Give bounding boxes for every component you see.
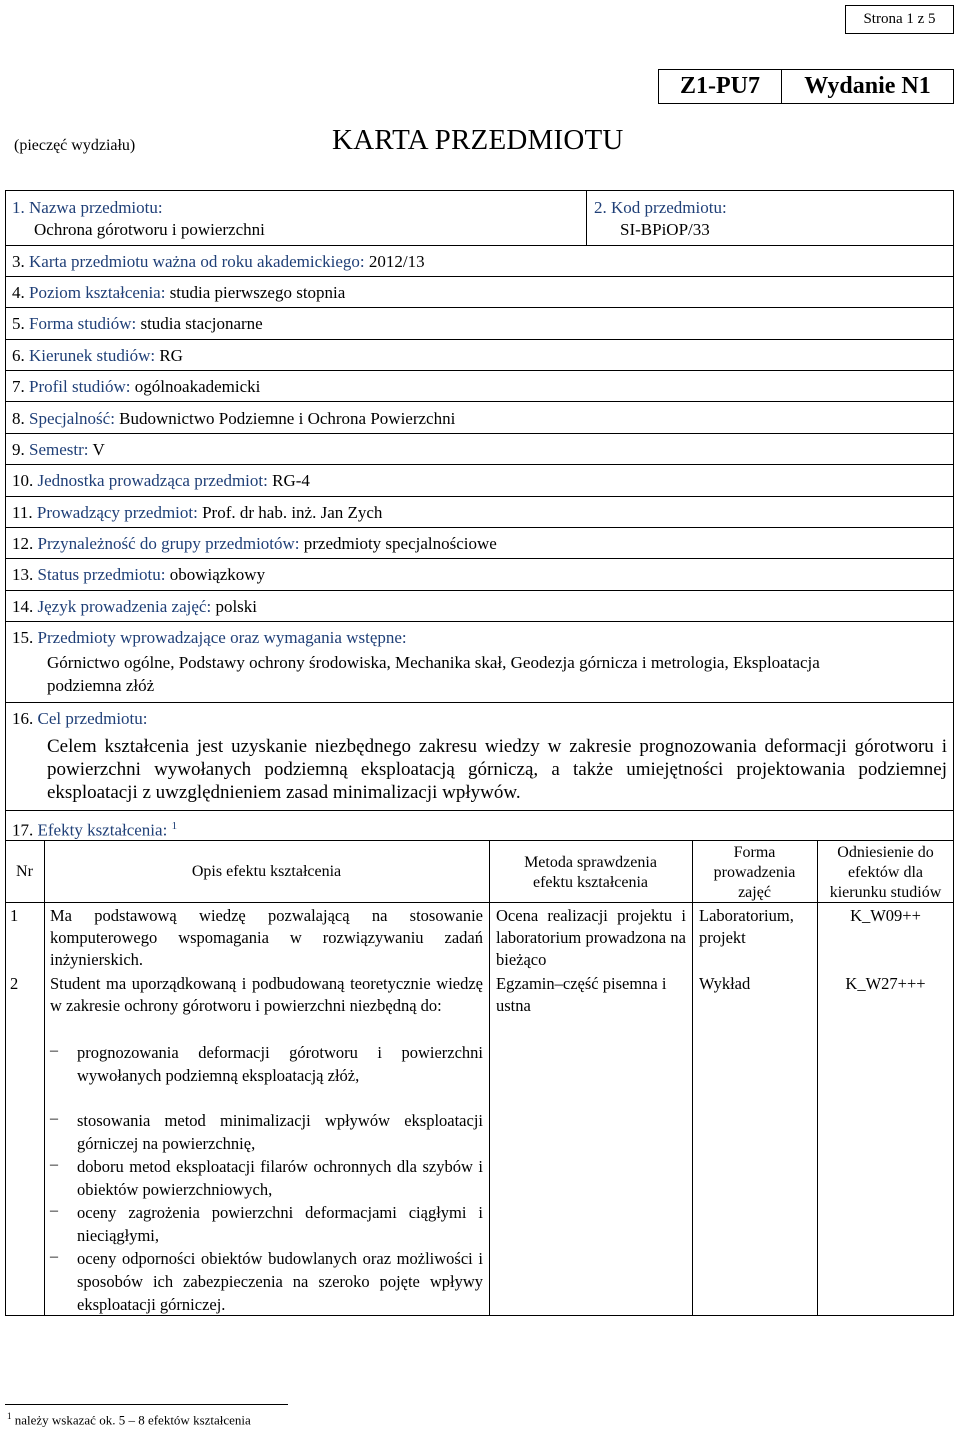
- field-number: 5.: [12, 314, 25, 333]
- divider: [5, 464, 954, 465]
- prerequisites-line-2: podziemna złóż: [47, 676, 155, 695]
- footnote-separator: [5, 1404, 288, 1405]
- field-value: Prof. dr hab. inż. Jan Zych: [202, 503, 383, 522]
- subject-name-value: Ochrona górotworu i powierzchni: [34, 220, 265, 239]
- field-number: 6.: [12, 346, 25, 365]
- field-number: 7.: [12, 377, 25, 396]
- divider: [586, 190, 587, 245]
- divider: [5, 496, 954, 497]
- col-header-nr: Nr: [16, 863, 33, 880]
- field-label: Efekty kształcenia:: [37, 820, 168, 840]
- header-line: Odniesienie do: [837, 844, 934, 861]
- field-number: 17.: [12, 820, 34, 840]
- field-number: 14.: [12, 597, 34, 616]
- prerequisites-line-1: Górnictwo ogólne, Podstawy ochrony środowiska, Mechanika skał, Geodezja górnicza i metrologia, Eksploatacja: [47, 653, 820, 672]
- field-label: Karta przedmiotu ważna od roku akademickiego:: [29, 252, 365, 271]
- faculty-stamp: (pieczęć wydziału): [14, 137, 136, 154]
- footnote-ref: 1: [171, 820, 178, 832]
- field-value: RG: [159, 346, 183, 365]
- field-value: 2012/13: [368, 252, 425, 271]
- field-label: Semestr:: [29, 440, 89, 459]
- footnote-text: należy wskazać ok. 5 – 8 efektów kształcenia: [14, 1412, 251, 1428]
- field-11: [12, 502, 382, 524]
- field-10: [12, 470, 310, 492]
- field-number: 16.: [12, 709, 34, 728]
- field-number: 13.: [12, 565, 34, 584]
- field-number: 11.: [12, 503, 33, 522]
- field-6: [12, 345, 183, 367]
- field-12: [12, 533, 497, 555]
- field-label: Przynależność do grupy przedmiotów:: [37, 534, 300, 553]
- field-value: studia pierwszego stopnia: [169, 283, 346, 302]
- row-2-method: Egzamin–część pisemna i ustna: [496, 974, 667, 1015]
- dash-bullet: –: [50, 1202, 58, 1219]
- field-label: Cel przedmiotu:: [37, 709, 148, 728]
- row-1-form: Laboratorium, projekt: [699, 906, 794, 947]
- field-number: 3.: [12, 252, 25, 271]
- page-number: Strona 1 z 5: [845, 5, 954, 34]
- field-value: V: [92, 440, 105, 459]
- header-line: kierunku studiów: [829, 884, 942, 901]
- field-7: [12, 376, 260, 398]
- list-item: oceny zagrożenia powierzchni deformacjami ciągłymi i nieciągłymi,: [77, 1203, 483, 1245]
- list-item: prognozowania deformacji górotworu i powierzchni wywołanych podziemną eksploatacją złóż,: [77, 1043, 483, 1085]
- divider: [5, 590, 954, 591]
- field-15-heading: [12, 627, 407, 649]
- field-label: Status przedmiotu:: [37, 565, 166, 584]
- list-item: oceny odporności obiektów budowlanych oraz możliwości i sposobów ich zabezpieczenia na szeroko pojęte wpływy eksploatacji górniczej.: [77, 1249, 483, 1314]
- table-col-line: [44, 840, 45, 1316]
- table-col-line: [692, 840, 693, 1316]
- col-header-description: Opis efektu kształcenia: [191, 863, 342, 880]
- field-label: Profil studiów:: [29, 377, 131, 396]
- field-label: Specjalność:: [29, 409, 115, 428]
- field-label: Język prowadzenia zajęć:: [37, 597, 212, 616]
- col-header-method: [489, 853, 692, 893]
- divider: [5, 621, 954, 622]
- row-1-nr: 1: [10, 906, 19, 925]
- field-number: 15.: [12, 628, 34, 647]
- list-item: doboru metod eksploatacji filarów ochronnych dla szybów i obiektów powierzchniowych,: [77, 1157, 483, 1199]
- divider: [5, 307, 954, 308]
- header-line: Metoda sprawdzenia: [524, 854, 657, 871]
- field-value: obowiązkowy: [169, 565, 266, 584]
- header-line: zajęć: [738, 884, 771, 901]
- list-item: stosowania metod minimalizacji wpływów eksploatacji górniczej na powierzchnię,: [77, 1111, 483, 1153]
- divider: [5, 810, 954, 811]
- header-line: efektów dla: [847, 864, 924, 881]
- row-2-reference: K_W27+++: [845, 974, 926, 993]
- field-8: [12, 408, 455, 430]
- field-label: Forma studiów:: [29, 314, 137, 333]
- page-title: KARTA PRZEDMIOTU: [332, 124, 624, 156]
- field-9: [12, 439, 105, 461]
- footnote: [7, 1411, 251, 1428]
- field-value: polski: [215, 597, 257, 616]
- col-header-form: [692, 843, 817, 903]
- field-label: Przedmioty wprowadzające oraz wymagania wstępne:: [37, 628, 407, 647]
- divider: [5, 339, 954, 340]
- header-line: efektu kształcenia: [532, 874, 649, 891]
- document-code-box: [658, 69, 954, 104]
- row-1-reference: K_W09++: [850, 906, 921, 925]
- document-code: Z1-PU7: [659, 70, 782, 103]
- field-value: ogólnoakademicki: [134, 377, 261, 396]
- divider: [5, 527, 954, 528]
- header-line: prowadzenia: [713, 864, 796, 881]
- field-value: przedmioty specjalnościowe: [303, 534, 497, 553]
- field-number: 10.: [12, 471, 34, 490]
- subject-code-value: SI-BPiOP/33: [620, 220, 710, 239]
- table-col-line: [489, 840, 490, 1316]
- subject-name-label: 1. Nazwa przedmiotu:: [12, 198, 163, 217]
- field-number: 12.: [12, 534, 34, 553]
- header-line: Forma: [733, 844, 776, 861]
- row-1-description: Ma podstawową wiedzę pozwalającą na stosowanie komputerowego wspomagania w rozwiązywaniu zadań inżynierskich.: [50, 906, 483, 969]
- row-1-method: Ocena realizacji projektu i laboratorium prowadzona na bieżąco: [496, 906, 686, 969]
- divider: [5, 245, 954, 246]
- field-16-heading: [12, 708, 148, 730]
- divider: [5, 370, 954, 371]
- divider: [5, 401, 954, 402]
- field-number: 9.: [12, 440, 25, 459]
- document-edition: Wydanie N1: [804, 73, 931, 99]
- col-header-reference: [817, 843, 954, 903]
- dash-bullet: –: [50, 1042, 58, 1059]
- field-14: [12, 596, 257, 618]
- row-2-form: Wykład: [699, 974, 751, 993]
- field-4: [12, 282, 345, 304]
- divider: [5, 702, 954, 703]
- field-13: [12, 564, 265, 586]
- field-5: [12, 313, 263, 335]
- footnote-mark: 1: [7, 1411, 12, 1421]
- field-17-heading: [12, 815, 177, 842]
- dash-bullet: –: [50, 1156, 58, 1173]
- subject-code-label: 2. Kod przedmiotu:: [594, 198, 727, 217]
- field-number: 8.: [12, 409, 25, 428]
- field-label: Poziom kształcenia:: [29, 283, 166, 302]
- field-3: [12, 251, 425, 273]
- divider: [5, 558, 954, 559]
- field-number: 4.: [12, 283, 25, 302]
- dash-bullet: –: [50, 1248, 58, 1265]
- field-value: RG-4: [272, 471, 310, 490]
- field-label: Kierunek studiów:: [29, 346, 156, 365]
- row-2-description: Student ma uporządkowaną i podbudowaną teoretycznie wiedzę w zakresie ochrony górotworu i powierzchni niezbędną do:: [50, 974, 483, 1015]
- divider: [5, 276, 954, 277]
- field-label: Jednostka prowadząca przedmiot:: [37, 471, 268, 490]
- row-2-nr: 2: [10, 974, 19, 993]
- field-label: Prowadzący przedmiot:: [36, 503, 198, 522]
- dash-bullet: –: [50, 1110, 58, 1127]
- field-value: Budownictwo Podziemne i Ochrona Powierzchni: [119, 409, 456, 428]
- divider: [5, 433, 954, 434]
- course-goal-text: Celem kształcenia jest uzyskanie niezbędnego zakresu wiedzy w zakresie prognozowania deformacji górotworu i powierzchni wywołanych podziemną eksploatacją górniczą, a także umiejętności projektowania podziemnej eksploatacji z uwzględnieniem zasad minimalizacji wpływów.: [47, 736, 947, 803]
- field-value: studia stacjonarne: [140, 314, 263, 333]
